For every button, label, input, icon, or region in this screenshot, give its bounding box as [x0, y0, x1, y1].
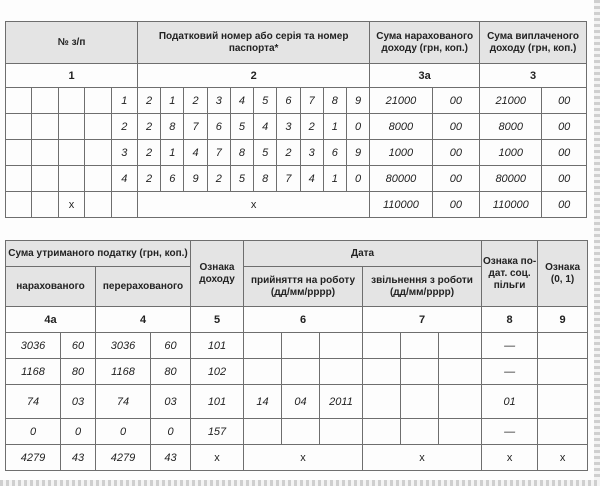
hire-day — [244, 359, 282, 385]
torn-edge-bottom — [0, 480, 600, 486]
dismissal-year — [439, 385, 482, 419]
table-row — [6, 140, 587, 166]
hire-day — [244, 419, 282, 445]
dismissal-year — [439, 333, 482, 359]
empty-cell — [111, 192, 137, 218]
row-number: 2 — [111, 114, 137, 140]
total-paid-kop: 00 — [542, 192, 587, 218]
total-dismissal-mark: х — [363, 445, 482, 471]
sign-01 — [538, 419, 588, 445]
paid-kop: 00 — [542, 114, 587, 140]
total-paid-amount: 110000 — [480, 192, 542, 218]
id-digit: 2 — [138, 166, 161, 192]
accrued-kop: 00 — [432, 140, 480, 166]
dismissal-year — [439, 359, 482, 385]
id-digit: 9 — [346, 88, 369, 114]
dismissal-month — [401, 359, 439, 385]
paid-amount: 8000 — [480, 114, 542, 140]
id-digit: 2 — [207, 166, 230, 192]
empty-cell — [32, 140, 58, 166]
tax-accrued-amount: 74 — [6, 385, 61, 419]
total-tax-accrued-kop: 43 — [61, 445, 96, 471]
accrued-amount: 80000 — [370, 166, 432, 192]
header-tax-accrued: нарахованого — [6, 267, 96, 307]
id-digit: 1 — [161, 88, 184, 114]
id-digit: 0 — [346, 166, 369, 192]
id-digit: 7 — [184, 114, 207, 140]
total-tax-transferred-amount: 4279 — [96, 445, 151, 471]
header-date: Дата — [244, 241, 482, 267]
header-social-benefit: Ознака по-дат. соц. пільги — [482, 241, 538, 307]
id-digit: 8 — [230, 140, 253, 166]
row-number: 1 — [111, 88, 137, 114]
total-tax-transferred-kop: 43 — [151, 445, 191, 471]
hire-month — [282, 333, 320, 359]
dismissal-day — [363, 333, 401, 359]
id-digit: 9 — [184, 166, 207, 192]
torn-edge-right — [594, 0, 600, 486]
header-income-sign: Ознака доходу — [191, 241, 244, 307]
id-digit: 8 — [323, 88, 346, 114]
tax-transferred-kop: 0 — [151, 419, 191, 445]
id-digit: 5 — [254, 140, 277, 166]
hire-day: 14 — [244, 385, 282, 419]
accrued-amount: 8000 — [370, 114, 432, 140]
column-number-6: 6 — [244, 307, 363, 333]
social-benefit: 01 — [482, 385, 538, 419]
id-digit: 2 — [138, 140, 161, 166]
table-row — [6, 419, 588, 445]
dismissal-month — [401, 385, 439, 419]
empty-cell — [58, 88, 84, 114]
id-digit: 6 — [207, 114, 230, 140]
id-digit: 5 — [230, 114, 253, 140]
id-digit: 3 — [300, 140, 323, 166]
tax-transferred-amount: 1168 — [96, 359, 151, 385]
total-row — [6, 192, 587, 218]
column-number-3a: 3а — [370, 64, 480, 88]
total-hire-mark: х — [244, 445, 363, 471]
row-number: 3 — [111, 140, 137, 166]
id-digit: 7 — [300, 88, 323, 114]
id-digit: 5 — [254, 88, 277, 114]
column-number-8: 8 — [482, 307, 538, 333]
header-dismissal-date: звільнення з роботи (дд/мм/рррр) — [363, 267, 482, 307]
id-digit: 6 — [277, 88, 300, 114]
column-number-4a: 4а — [6, 307, 96, 333]
id-digit: 7 — [207, 140, 230, 166]
empty-cell — [85, 114, 111, 140]
accrued-amount: 1000 — [370, 140, 432, 166]
total-income-code-mark: х — [191, 445, 244, 471]
paid-kop: 00 — [542, 140, 587, 166]
dismissal-day — [363, 419, 401, 445]
header-hire-date: прийняття на роботу (дд/мм/рррр) — [244, 267, 363, 307]
empty-cell — [85, 166, 111, 192]
id-digit: 2 — [138, 88, 161, 114]
social-benefit: — — [482, 359, 538, 385]
total-number-mark: х — [58, 192, 84, 218]
accrued-kop: 00 — [432, 88, 480, 114]
empty-cell — [85, 140, 111, 166]
tax-transferred-amount: 74 — [96, 385, 151, 419]
empty-cell — [32, 88, 58, 114]
header-tax-id: Податковий номер або серія та номер паспорта* — [138, 22, 370, 64]
income-code: 102 — [191, 359, 244, 385]
id-digit: 8 — [161, 114, 184, 140]
table-row — [6, 166, 587, 192]
column-number-4: 4 — [96, 307, 191, 333]
tax-accrued-kop: 80 — [61, 359, 96, 385]
id-digit: 4 — [300, 166, 323, 192]
total-sign-mark: х — [538, 445, 588, 471]
dismissal-year — [439, 419, 482, 445]
accrued-kop: 00 — [432, 166, 480, 192]
empty-cell — [58, 140, 84, 166]
tax-accrued-amount: 1168 — [6, 359, 61, 385]
hire-year — [320, 419, 363, 445]
table-row — [6, 88, 587, 114]
paid-amount: 21000 — [480, 88, 542, 114]
hire-month — [282, 359, 320, 385]
id-digit: 3 — [277, 114, 300, 140]
tax-transferred-kop: 03 — [151, 385, 191, 419]
empty-cell — [85, 192, 111, 218]
header-tax-withheld: Сума утриманого податку (грн, коп.) — [6, 241, 191, 267]
table-row — [6, 385, 588, 419]
id-digit: 2 — [184, 88, 207, 114]
tax-transferred-kop: 60 — [151, 333, 191, 359]
income-code: 101 — [191, 385, 244, 419]
id-digit: 4 — [184, 140, 207, 166]
tax-accrued-kop: 60 — [61, 333, 96, 359]
sign-01 — [538, 385, 588, 419]
income-table — [5, 21, 587, 218]
id-digit: 4 — [230, 88, 253, 114]
empty-cell — [85, 88, 111, 114]
row-number: 4 — [111, 166, 137, 192]
id-digit: 1 — [323, 114, 346, 140]
id-digit: 2 — [300, 114, 323, 140]
income-code: 157 — [191, 419, 244, 445]
id-digit: 2 — [138, 114, 161, 140]
hire-month: 04 — [282, 385, 320, 419]
social-benefit: — — [482, 333, 538, 359]
id-digit: 4 — [254, 114, 277, 140]
paid-kop: 00 — [542, 88, 587, 114]
column-number-9: 9 — [538, 307, 588, 333]
id-digit: 3 — [207, 88, 230, 114]
total-row — [6, 445, 588, 471]
table-row — [6, 114, 587, 140]
id-digit: 9 — [346, 140, 369, 166]
empty-cell — [58, 166, 84, 192]
empty-cell — [58, 114, 84, 140]
id-digit: 1 — [323, 166, 346, 192]
header-number: № з/п — [6, 22, 138, 64]
dismissal-day — [363, 385, 401, 419]
tax-accrued-kop: 03 — [61, 385, 96, 419]
hire-year — [320, 333, 363, 359]
id-digit: 6 — [161, 166, 184, 192]
header-sign-01: Ознака (0, 1) — [538, 241, 588, 307]
hire-day — [244, 333, 282, 359]
id-digit: 1 — [161, 140, 184, 166]
id-digit: 2 — [277, 140, 300, 166]
empty-cell — [6, 114, 32, 140]
column-number-5: 5 — [191, 307, 244, 333]
tax-accrued-kop: 0 — [61, 419, 96, 445]
column-number-2: 2 — [138, 64, 370, 88]
header-accrued-income: Сума нарахованого доходу (грн, коп.) — [370, 22, 480, 64]
total-accrued-amount: 110000 — [370, 192, 432, 218]
tax-accrued-amount: 0 — [6, 419, 61, 445]
empty-cell — [6, 166, 32, 192]
id-digit: 7 — [277, 166, 300, 192]
empty-cell — [32, 192, 58, 218]
dismissal-month — [401, 419, 439, 445]
empty-cell — [32, 114, 58, 140]
accrued-amount: 21000 — [370, 88, 432, 114]
tax-table — [5, 240, 588, 471]
id-digit: 8 — [254, 166, 277, 192]
income-code: 101 — [191, 333, 244, 359]
total-accrued-kop: 00 — [432, 192, 480, 218]
paid-amount: 1000 — [480, 140, 542, 166]
sign-01 — [538, 359, 588, 385]
sign-01 — [538, 333, 588, 359]
id-digit: 0 — [346, 114, 369, 140]
paid-amount: 80000 — [480, 166, 542, 192]
dismissal-month — [401, 333, 439, 359]
total-benefit-mark: х — [482, 445, 538, 471]
dismissal-day — [363, 359, 401, 385]
hire-month — [282, 419, 320, 445]
tax-accrued-amount: 3036 — [6, 333, 61, 359]
accrued-kop: 00 — [432, 114, 480, 140]
total-id-mark: х — [138, 192, 370, 218]
header-tax-transferred: перерахованого — [96, 267, 191, 307]
social-benefit: — — [482, 419, 538, 445]
empty-cell — [6, 88, 32, 114]
empty-cell — [6, 140, 32, 166]
paid-kop: 00 — [542, 166, 587, 192]
table-row — [6, 333, 588, 359]
column-number-1: 1 — [6, 64, 138, 88]
empty-cell — [32, 166, 58, 192]
column-number-3: 3 — [480, 64, 587, 88]
total-tax-accrued-amount: 4279 — [6, 445, 61, 471]
id-digit: 6 — [323, 140, 346, 166]
header-paid-income: Сума виплаченого доходу (грн, коп.) — [480, 22, 587, 64]
hire-year — [320, 359, 363, 385]
tax-transferred-amount: 0 — [96, 419, 151, 445]
tax-transferred-amount: 3036 — [96, 333, 151, 359]
tax-transferred-kop: 80 — [151, 359, 191, 385]
table-row — [6, 359, 588, 385]
hire-year: 2011 — [320, 385, 363, 419]
id-digit: 5 — [230, 166, 253, 192]
empty-cell — [6, 192, 32, 218]
column-number-7: 7 — [363, 307, 482, 333]
